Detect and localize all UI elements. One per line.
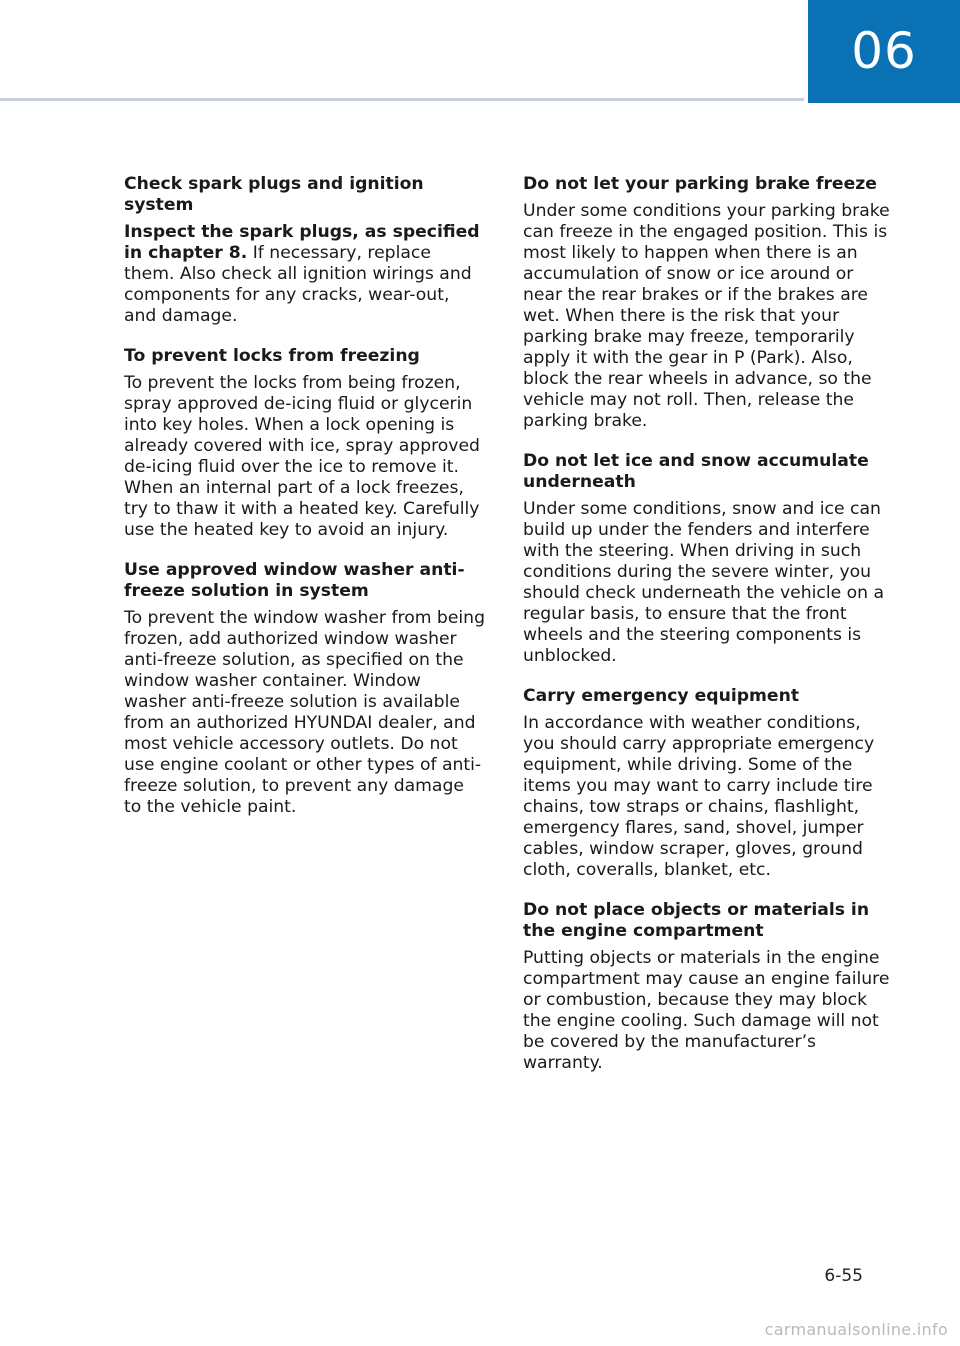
section-parking-brake <box>523 174 895 432</box>
section-body: Under some conditions, snow and ice can build up under the fenders and interfere with the steering. When driving in such conditions during the severe winter, you should check underneath the vehicle on a regular basis, to ensure that the front wheels and the steering components is unblocked. <box>523 499 885 666</box>
section-body: To prevent the locks from being frozen, spray approved de-icing fluid or glycerin into key holes. When a lock opening is already covered with ice, spray approved de-icing fluid over the ice to remove it. When an internal part of a lock freezes, try to thaw it with a heated key. Carefully use the heated key to avoid an injury. <box>124 373 480 540</box>
section-body: Under some conditions your parking brake can freeze in the engaged position. This is most likely to happen when there is an accumulation of snow or ice around or near the rear brakes or if the brakes are wet. When there is the risk that your parking brake may freeze, temporarily apply it with the gear in P (Park). Also, block the rear wheels in advance, so the vehicle may not roll. Then, release the parking brake. <box>523 201 890 431</box>
chapter-tab <box>808 0 960 103</box>
section-body: To prevent the window washer from being frozen, add authorized window washer anti-freeze solution, as specified on the window washer container. Window washer anti-freeze solution is available from an authorized HYUNDAI dealer, and most vehicle accessory outlets. Do not use engine coolant or other types of anti-freeze solution, to prevent any damage to the vehicle paint. <box>124 608 485 817</box>
chapter-number: 06 <box>851 22 917 80</box>
header-rule <box>0 98 804 101</box>
section-body: Putting objects or materials in the engine compartment may cause an engine failure or combustion, because they may block the engine cooling. Such damage will not be covered by the manufacturer’s warranty. <box>523 948 890 1073</box>
section-washer-antifreeze <box>124 560 486 818</box>
section-heading: Carry emergency equipment <box>523 686 800 706</box>
section-body: In accordance with weather conditions, you should carry appropriate emergency equipment, while driving. Some of the items you may want to carry include tire chains, tow straps or chains, flashlight, emergency flares, sand, shovel, jumper cables, window scraper, gloves, ground cloth, coveralls, blanket, etc. <box>523 713 875 880</box>
section-heading: To prevent locks from freezing <box>124 346 420 366</box>
section-heading: Do not let ice and snow accumulate underneath <box>523 451 869 492</box>
section-spark-plugs <box>124 174 486 327</box>
section-body <box>124 222 486 327</box>
left-column <box>124 174 486 837</box>
watermark: carmanualsonline.info <box>764 1320 948 1339</box>
section-text: If necessary, replace them. Also check all ignition wirings and components for any cracks, wear-out, and damage. <box>124 243 472 326</box>
page-number: 6-55 <box>824 1266 863 1286</box>
section-heading: Check spark plugs and ignition system <box>124 174 424 215</box>
section-emergency-equipment <box>523 686 895 881</box>
section-ice-snow-underneath <box>523 451 895 667</box>
section-heading: Do not place objects or materials in the engine compartment <box>523 900 870 941</box>
right-column <box>523 174 895 1093</box>
section-locks-freezing <box>124 346 486 541</box>
section-heading: Use approved window washer anti-freeze solution in system <box>124 560 465 601</box>
section-heading: Do not let your parking brake freeze <box>523 174 877 194</box>
section-engine-compartment <box>523 900 895 1074</box>
section-lead: Inspect the spark plugs, as specified in chapter 8. <box>124 222 480 263</box>
